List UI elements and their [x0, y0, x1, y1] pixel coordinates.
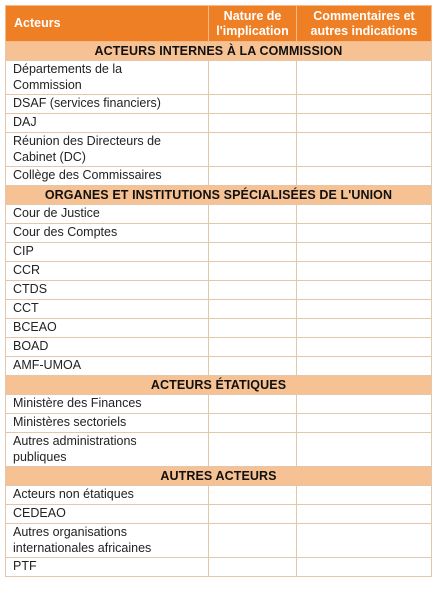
comments-cell	[297, 433, 432, 467]
actor-cell	[6, 486, 209, 505]
table-row	[6, 114, 432, 133]
actor-name-line1: Départements de la	[13, 62, 123, 76]
section-title: AUTRES ACTEURS	[6, 467, 432, 486]
table-row	[6, 357, 432, 376]
comments-cell	[297, 262, 432, 281]
nature-cell	[209, 114, 297, 133]
nature-cell	[209, 558, 297, 577]
nature-cell	[209, 338, 297, 357]
nature-cell	[209, 486, 297, 505]
actor-name-line2: internationales africaines	[13, 540, 152, 555]
comments-cell	[297, 95, 432, 114]
header-nature	[209, 6, 297, 42]
table-row	[6, 61, 432, 95]
nature-cell	[209, 433, 297, 467]
actor-name-line2: Commission	[13, 77, 82, 92]
comments-cell	[297, 524, 432, 558]
actor-name-line1: DAJ	[13, 115, 37, 130]
comments-cell	[297, 224, 432, 243]
nature-cell	[209, 95, 297, 114]
section-row	[6, 467, 432, 486]
actor-name-line1: Autres organisations	[13, 525, 127, 539]
actor-name-line1: BCEAO	[13, 320, 57, 335]
nature-cell	[209, 300, 297, 319]
actor-cell	[6, 61, 209, 95]
table-body	[6, 42, 432, 577]
header-nature-line2: l'implication	[216, 23, 289, 38]
table-row	[6, 167, 432, 186]
actor-cell	[6, 224, 209, 243]
comments-cell	[297, 319, 432, 338]
actor-cell	[6, 133, 209, 167]
actor-cell	[6, 205, 209, 224]
actor-name-line1: CCR	[13, 263, 41, 278]
actor-cell	[6, 300, 209, 319]
actor-name-line2: publiques	[13, 449, 67, 464]
actor-name-line1: Cour de Justice	[13, 206, 100, 221]
table-row	[6, 505, 432, 524]
actor-name-line1: Autres administrations	[13, 434, 137, 448]
actor-cell	[6, 114, 209, 133]
section-title: ORGANES ET INSTITUTIONS SPÉCIALISÉES DE L'UNION	[6, 186, 432, 205]
nature-cell	[209, 281, 297, 300]
actor-cell	[6, 167, 209, 186]
table-row	[6, 281, 432, 300]
actor-name-line1: AMF-UMOA	[13, 358, 82, 373]
actor-name-line1: Ministères sectoriels	[13, 415, 127, 430]
comments-cell	[297, 243, 432, 262]
nature-cell	[209, 61, 297, 95]
header-nature-line1: Nature de	[223, 9, 282, 23]
header-actors-label: Acteurs	[14, 16, 61, 31]
section-row	[6, 42, 432, 61]
actor-name-line1: Collège des Commissaires	[13, 168, 162, 183]
comments-cell	[297, 281, 432, 300]
comments-cell	[297, 300, 432, 319]
table-row	[6, 133, 432, 167]
comments-cell	[297, 395, 432, 414]
nature-cell	[209, 414, 297, 433]
actor-name-line1: BOAD	[13, 339, 49, 354]
actor-cell	[6, 243, 209, 262]
actor-cell	[6, 395, 209, 414]
actors-table	[5, 5, 432, 577]
table-row	[6, 558, 432, 577]
nature-cell	[209, 224, 297, 243]
actor-name-line1: Cour des Comptes	[13, 225, 118, 240]
actor-cell	[6, 414, 209, 433]
table-row	[6, 414, 432, 433]
actor-name-line1: Ministère des Finances	[13, 396, 142, 411]
nature-cell	[209, 524, 297, 558]
actor-name-line1: CCT	[13, 301, 39, 316]
comments-cell	[297, 558, 432, 577]
header-actors	[6, 6, 209, 42]
actor-cell	[6, 433, 209, 467]
table-row	[6, 433, 432, 467]
nature-cell	[209, 243, 297, 262]
table-row	[6, 300, 432, 319]
section-row	[6, 186, 432, 205]
comments-cell	[297, 486, 432, 505]
nature-cell	[209, 395, 297, 414]
comments-cell	[297, 338, 432, 357]
table-row	[6, 319, 432, 338]
actor-cell	[6, 524, 209, 558]
actor-name-line1: CEDEAO	[13, 506, 66, 521]
actors-table-container	[5, 5, 431, 577]
nature-cell	[209, 357, 297, 376]
table-row	[6, 205, 432, 224]
actor-cell	[6, 558, 209, 577]
table-row	[6, 395, 432, 414]
actor-cell	[6, 338, 209, 357]
nature-cell	[209, 133, 297, 167]
actor-cell	[6, 95, 209, 114]
comments-cell	[297, 414, 432, 433]
actor-name-line1: Réunion des Directeurs de	[13, 134, 161, 148]
header-comments	[297, 6, 432, 42]
actor-name-line1: Acteurs non étatiques	[13, 487, 134, 502]
actor-cell	[6, 357, 209, 376]
table-row	[6, 243, 432, 262]
section-title: ACTEURS INTERNES À LA COMMISSION	[6, 42, 432, 61]
comments-cell	[297, 357, 432, 376]
section-row	[6, 376, 432, 395]
actor-cell	[6, 262, 209, 281]
table-row	[6, 262, 432, 281]
actor-name-line1: CIP	[13, 244, 34, 259]
comments-cell	[297, 505, 432, 524]
nature-cell	[209, 505, 297, 524]
actor-name-line1: DSAF (services financiers)	[13, 96, 161, 111]
header-row	[6, 6, 432, 42]
comments-cell	[297, 167, 432, 186]
actor-cell	[6, 319, 209, 338]
actor-name-line1: PTF	[13, 559, 37, 574]
actor-name-line2: Cabinet (DC)	[13, 149, 86, 164]
comments-cell	[297, 61, 432, 95]
header-comments-line2: autres indications	[310, 23, 418, 38]
nature-cell	[209, 319, 297, 338]
nature-cell	[209, 262, 297, 281]
comments-cell	[297, 133, 432, 167]
table-row	[6, 95, 432, 114]
comments-cell	[297, 114, 432, 133]
table-row	[6, 486, 432, 505]
header-comments-line1: Commentaires et	[313, 9, 415, 23]
actor-cell	[6, 505, 209, 524]
actor-cell	[6, 281, 209, 300]
nature-cell	[209, 167, 297, 186]
table-row	[6, 524, 432, 558]
table-row	[6, 224, 432, 243]
comments-cell	[297, 205, 432, 224]
actor-name-line1: CTDS	[13, 282, 48, 297]
table-row	[6, 338, 432, 357]
section-title: ACTEURS ÉTATIQUES	[6, 376, 432, 395]
nature-cell	[209, 205, 297, 224]
